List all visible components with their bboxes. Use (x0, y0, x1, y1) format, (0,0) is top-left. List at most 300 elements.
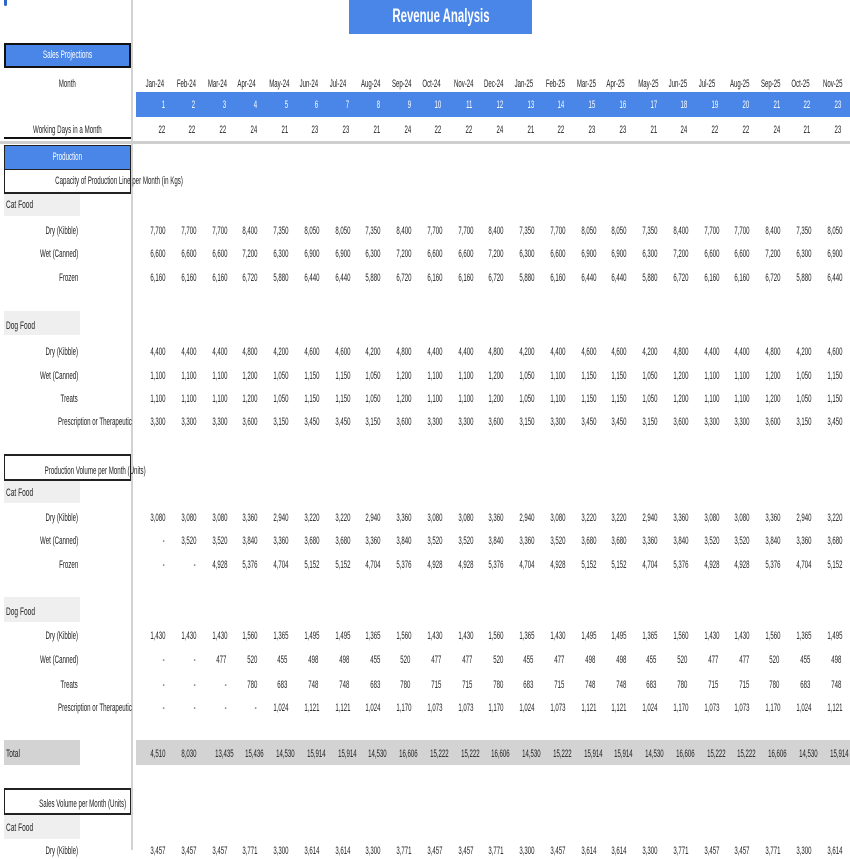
value-cell (476, 533, 507, 549)
value-cell-text: 3,680 (304, 535, 320, 547)
value-cell-text: 4,800 (673, 346, 689, 358)
value-cell (722, 700, 753, 716)
month-header-text: Mar-25 (576, 78, 596, 90)
value-cell-text: 6,900 (304, 248, 320, 260)
value-cell (599, 368, 630, 384)
total-cell (784, 746, 818, 762)
value-cell-text: 1,150 (580, 393, 597, 405)
working-days-cell (415, 122, 446, 138)
value-cell-text: 6,160 (181, 272, 197, 284)
working-days-cell-text: 24 (404, 124, 411, 136)
period-number-text: 17 (650, 99, 657, 111)
total-cell-text: 8,030 (181, 748, 197, 760)
value-cell-text: 8,050 (304, 225, 320, 237)
value-cell-text: 1,150 (611, 393, 627, 405)
value-cell (353, 510, 384, 526)
value-cell-text: 3,220 (304, 512, 320, 524)
value-cell (200, 344, 231, 360)
value-cell (569, 557, 600, 573)
working-days-cell (292, 122, 323, 138)
value-cell-text: 7,200 (396, 248, 412, 260)
value-cell (353, 700, 384, 716)
value-cell-text: 3,840 (488, 535, 504, 547)
month-header-text: Feb-25 (545, 78, 565, 90)
value-cell (138, 652, 169, 668)
value-cell-text: 6,600 (457, 248, 474, 260)
value-cell (415, 510, 446, 526)
month-header-text: Sep-24 (391, 78, 412, 90)
value-cell (815, 700, 846, 716)
working-days-cell-text: 23 (834, 124, 842, 136)
value-cell (446, 510, 477, 526)
value-cell-text: 6,720 (242, 272, 258, 284)
total-cell (230, 746, 264, 762)
value-cell-text: 5,880 (365, 272, 381, 284)
value-cell-text: 6,900 (580, 248, 597, 260)
total-cell (722, 746, 756, 762)
value-cell-text: 3,300 (796, 845, 812, 857)
value-cell-text: 715 (462, 679, 473, 691)
value-cell-text: 4,928 (734, 559, 750, 571)
total-cell-text: 15,436 (245, 748, 264, 760)
value-cell (292, 510, 323, 526)
value-cell-text: 3,360 (519, 535, 535, 547)
value-cell (169, 391, 200, 407)
working-days-cell-text: 24 (250, 124, 257, 136)
value-cell (507, 270, 538, 286)
value-cell-text: 3,771 (242, 845, 258, 857)
value-cell (415, 368, 446, 384)
value-cell (384, 557, 415, 573)
value-cell (384, 700, 415, 716)
value-cell-text: 455 (523, 654, 534, 666)
row-label (0, 270, 78, 286)
working-days-cell (476, 122, 507, 138)
value-cell (446, 344, 477, 360)
value-cell-text: 3,080 (427, 512, 443, 524)
value-cell (722, 843, 753, 859)
period-number (630, 97, 661, 113)
period-number (661, 97, 692, 113)
value-cell (753, 628, 784, 644)
value-cell-text: 1,430 (703, 630, 720, 642)
value-cell (815, 414, 846, 430)
value-cell (323, 391, 354, 407)
value-cell-text: 1,121 (826, 702, 843, 714)
value-cell-text: 6,300 (365, 248, 381, 260)
value-cell (722, 223, 753, 239)
value-cell-text: 8,400 (242, 225, 258, 237)
month-header (722, 76, 753, 92)
value-cell-text: 1,560 (488, 630, 504, 642)
value-cell (569, 368, 600, 384)
group-label-text: Cat Food (6, 199, 34, 211)
value-cell-text: 1,200 (396, 370, 412, 382)
month-header (569, 76, 600, 92)
value-cell (323, 628, 354, 644)
value-cell (630, 368, 661, 384)
total-cell-text: 14,530 (645, 748, 664, 760)
total-cell (753, 746, 787, 762)
value-cell-text: 6,720 (673, 272, 689, 284)
value-cell-text: 1,100 (181, 393, 197, 405)
total-cell (476, 746, 510, 762)
value-cell (323, 677, 354, 693)
value-cell (599, 652, 630, 668)
value-cell-text: 1,100 (703, 393, 720, 405)
value-cell-text: 1,365 (365, 630, 381, 642)
value-cell-text: 477 (738, 654, 749, 666)
table-row (0, 843, 850, 859)
value-cell-text: 4,200 (519, 346, 535, 358)
value-cell-text: 3,300 (550, 416, 566, 428)
value-cell (200, 557, 231, 573)
total-cell (507, 746, 541, 762)
value-cell (815, 246, 846, 262)
value-cell-text: 1,150 (826, 393, 843, 405)
value-cell-text: 1,050 (796, 393, 812, 405)
period-number-text: 12 (496, 99, 503, 111)
value-cell-text: 2,940 (519, 512, 535, 524)
working-days-cell-text: 21 (281, 124, 288, 136)
value-cell-text: 4,400 (457, 346, 474, 358)
value-cells (138, 628, 845, 644)
month-header-text: Oct-25 (791, 78, 810, 90)
value-cell (538, 368, 569, 384)
working-days-cell-text: 22 (219, 124, 227, 136)
value-cell-text: 5,376 (488, 559, 504, 571)
value-cell-text: 1,024 (519, 702, 535, 714)
row-label-text: Treats (60, 393, 78, 405)
value-cell-text: - (224, 702, 227, 714)
value-cell (323, 270, 354, 286)
value-cell (630, 270, 661, 286)
total-cell-text: 16,606 (768, 748, 787, 760)
value-cell-text: 715 (431, 679, 442, 691)
value-cell (230, 677, 261, 693)
value-cell (476, 700, 507, 716)
value-cell-text: 715 (554, 679, 565, 691)
value-cell-text: 4,928 (703, 559, 720, 571)
group-label-cat-food (4, 194, 80, 216)
value-cell (138, 510, 169, 526)
value-cell (753, 368, 784, 384)
value-cell (569, 652, 600, 668)
value-cell (538, 510, 569, 526)
value-cell (200, 414, 231, 430)
value-cell (261, 652, 292, 668)
row-label (0, 344, 78, 360)
value-cell-text: 3,360 (488, 512, 504, 524)
row-label (4, 76, 131, 92)
value-cell-text: 3,220 (611, 512, 627, 524)
month-header-text: Jul-24 (329, 78, 347, 90)
value-cell (169, 843, 200, 859)
value-cell (353, 368, 384, 384)
value-cell (323, 414, 354, 430)
value-cell (661, 414, 692, 430)
month-header (415, 76, 446, 92)
value-cell (230, 344, 261, 360)
value-cell (200, 368, 231, 384)
row-label (4, 122, 131, 138)
total-cell-text: 15,222 (737, 748, 756, 760)
value-cell (630, 223, 661, 239)
working-days-cell-text: 22 (434, 124, 442, 136)
working-days-cell (569, 122, 600, 138)
table-row (0, 557, 850, 573)
value-cell-text: 3,300 (211, 416, 228, 428)
value-cell-text: 1,200 (488, 393, 504, 405)
row-label-text: Wet (Canned) (39, 248, 78, 260)
working-days-cell (261, 122, 292, 138)
value-cell (569, 414, 600, 430)
value-cell-text: 3,680 (611, 535, 627, 547)
value-cell-text: 4,400 (703, 346, 720, 358)
value-cell (138, 270, 169, 286)
value-cell-text: 7,200 (488, 248, 504, 260)
value-cell-text: 1,100 (550, 393, 566, 405)
value-cell-text: 1,100 (150, 393, 166, 405)
period-number (200, 97, 231, 113)
value-cell (353, 246, 384, 262)
period-number (384, 97, 415, 113)
month-header (323, 76, 354, 92)
value-cell-text: 1,100 (150, 370, 166, 382)
value-cell (476, 677, 507, 693)
value-cell-text: 5,880 (796, 272, 812, 284)
value-cell (692, 700, 723, 716)
working-days-cell (138, 122, 169, 138)
working-days-cell-text: 23 (342, 124, 350, 136)
value-cell (753, 677, 784, 693)
period-number-text: 10 (434, 99, 442, 111)
value-cell-text: 3,080 (457, 512, 474, 524)
value-cell-text: 8,050 (580, 225, 597, 237)
group-label-text: Cat Food (6, 822, 34, 834)
value-cell (230, 628, 261, 644)
value-cell (569, 533, 600, 549)
working-days-cell-text: 23 (311, 124, 319, 136)
value-cell-text: 455 (369, 654, 380, 666)
value-cell-text: 4,704 (796, 559, 812, 571)
value-cell-text: 1,200 (673, 370, 689, 382)
total-cell (200, 746, 234, 762)
total-cell (323, 746, 357, 762)
value-cell-text: 4,400 (150, 346, 166, 358)
month-header-text: Aug-25 (730, 78, 750, 90)
working-days-cell-text: 22 (158, 124, 165, 136)
page-title-text: Revenue Analysis (391, 6, 490, 27)
value-cell (722, 414, 753, 430)
value-cell-text: 3,680 (580, 535, 597, 547)
value-cell-text: 4,704 (273, 559, 289, 571)
value-cell (230, 533, 261, 549)
value-cell-text: 1,100 (457, 370, 474, 382)
value-cell (415, 700, 446, 716)
value-cell (507, 223, 538, 239)
section-label: Production (52, 151, 83, 163)
value-cell-text: 477 (431, 654, 442, 666)
value-cell (138, 557, 169, 573)
row-label (0, 628, 78, 644)
value-cell-text: 3,457 (181, 845, 197, 857)
table-row (0, 700, 850, 716)
month-header (630, 76, 661, 92)
label-underline (4, 137, 131, 139)
value-cell-text: 780 (677, 679, 688, 691)
value-cell (138, 533, 169, 549)
total-cell-text: 16,606 (399, 748, 418, 760)
value-cell (661, 843, 692, 859)
table-row (0, 414, 850, 430)
value-cell (230, 246, 261, 262)
value-cell (538, 414, 569, 430)
value-cell-text: 6,440 (580, 272, 597, 284)
value-cell-text: 3,360 (642, 535, 658, 547)
table-row (0, 368, 850, 384)
value-cell (415, 843, 446, 859)
value-cell-text: 498 (339, 654, 350, 666)
value-cell-text: 3,840 (673, 535, 689, 547)
value-cell-text: 4,200 (365, 346, 381, 358)
value-cell-text: 4,200 (273, 346, 289, 358)
value-cell (538, 246, 569, 262)
value-cell (569, 391, 600, 407)
total-label: Total (6, 748, 20, 760)
value-cell (661, 270, 692, 286)
value-cell (784, 700, 815, 716)
value-cell-text: 1,050 (519, 393, 535, 405)
row-label-text: Dry (Kibble) (45, 845, 78, 857)
total-cell-text: 15,222 (429, 748, 449, 760)
value-cells (138, 391, 845, 407)
period-number-text: 14 (557, 99, 565, 111)
value-cell (507, 677, 538, 693)
month-header (507, 76, 538, 92)
value-cell (815, 270, 846, 286)
value-cell-text: 8,050 (611, 225, 627, 237)
value-cell-text: 1,430 (427, 630, 443, 642)
working-days-cell (200, 122, 231, 138)
sales-projections-header (4, 43, 131, 68)
period-number-text: 6 (315, 99, 319, 111)
value-cell-text: 4,600 (334, 346, 351, 358)
value-cell (753, 414, 784, 430)
row-label-text: Dry (Kibble) (45, 225, 78, 237)
period-number (323, 97, 354, 113)
value-cell-text: - (193, 559, 196, 571)
value-cell (138, 246, 169, 262)
value-cell-text: 3,771 (673, 845, 689, 857)
total-cell-text: 14,530 (276, 748, 295, 760)
value-cell (200, 391, 231, 407)
value-cell (169, 628, 200, 644)
value-cell (661, 628, 692, 644)
value-cell (599, 533, 630, 549)
value-cell-text: 1,560 (673, 630, 689, 642)
value-cell (538, 557, 569, 573)
value-cell-text: 7,200 (765, 248, 781, 260)
total-cell (692, 746, 726, 762)
value-cell (569, 700, 600, 716)
value-cell (722, 677, 753, 693)
value-cell (661, 557, 692, 573)
value-cell (230, 223, 261, 239)
month-header-text: Apr-25 (606, 78, 625, 90)
value-cell-text: 8,400 (765, 225, 781, 237)
value-cell (692, 246, 723, 262)
value-cell-text: 3,457 (734, 845, 750, 857)
value-cell (692, 391, 723, 407)
value-cell (630, 533, 661, 549)
value-cell-text: 715 (708, 679, 719, 691)
value-cell (630, 843, 661, 859)
value-cell-text: 1,024 (796, 702, 812, 714)
value-cell (261, 700, 292, 716)
working-days-cell (784, 122, 815, 138)
value-cell (815, 510, 846, 526)
value-cell-text: 3,080 (150, 512, 166, 524)
value-cell (415, 677, 446, 693)
value-cell-text: 6,900 (334, 248, 351, 260)
value-cell (630, 414, 661, 430)
value-cell (692, 843, 723, 859)
value-cell-text: 1,050 (365, 370, 381, 382)
value-cell (415, 391, 446, 407)
value-cell-text: 3,840 (396, 535, 412, 547)
value-cell-text: - (162, 559, 165, 571)
value-cell-text: 3,614 (826, 845, 843, 857)
working-days-cell-text: 21 (527, 124, 534, 136)
value-cell-text: 3,520 (181, 535, 197, 547)
month-header-text: Jun-24 (299, 78, 318, 90)
value-cell (415, 270, 446, 286)
value-cell-text: 8,400 (488, 225, 504, 237)
value-cell (538, 677, 569, 693)
value-cell-text: 4,704 (642, 559, 658, 571)
value-cell-text: 3,220 (334, 512, 351, 524)
value-cell-text: 3,457 (150, 845, 166, 857)
value-cell-text: 3,150 (273, 416, 289, 428)
value-cell (507, 414, 538, 430)
value-cell-text: 7,200 (673, 248, 689, 260)
value-cell-text: 5,152 (611, 559, 627, 571)
value-cell (292, 700, 323, 716)
value-cell-text: 1,100 (457, 393, 474, 405)
value-cell-text: 3,300 (427, 416, 443, 428)
value-cell (538, 270, 569, 286)
value-cell (353, 223, 384, 239)
value-cell-text: 7,700 (181, 225, 197, 237)
value-cell-text: 6,160 (150, 272, 166, 284)
value-cell (323, 246, 354, 262)
value-cell-text: 3,840 (242, 535, 258, 547)
value-cell-text: 3,300 (734, 416, 750, 428)
value-cell (476, 510, 507, 526)
value-cell (169, 223, 200, 239)
period-number (815, 97, 846, 113)
value-cell (538, 533, 569, 549)
value-cell (353, 391, 384, 407)
value-cell-text: 3,520 (211, 535, 228, 547)
value-cell (169, 557, 200, 573)
value-cell-text: 6,300 (642, 248, 658, 260)
value-cell-text: 3,520 (427, 535, 443, 547)
value-cell-text: 3,450 (334, 416, 351, 428)
value-cell-text: 7,700 (457, 225, 474, 237)
value-cell (538, 391, 569, 407)
